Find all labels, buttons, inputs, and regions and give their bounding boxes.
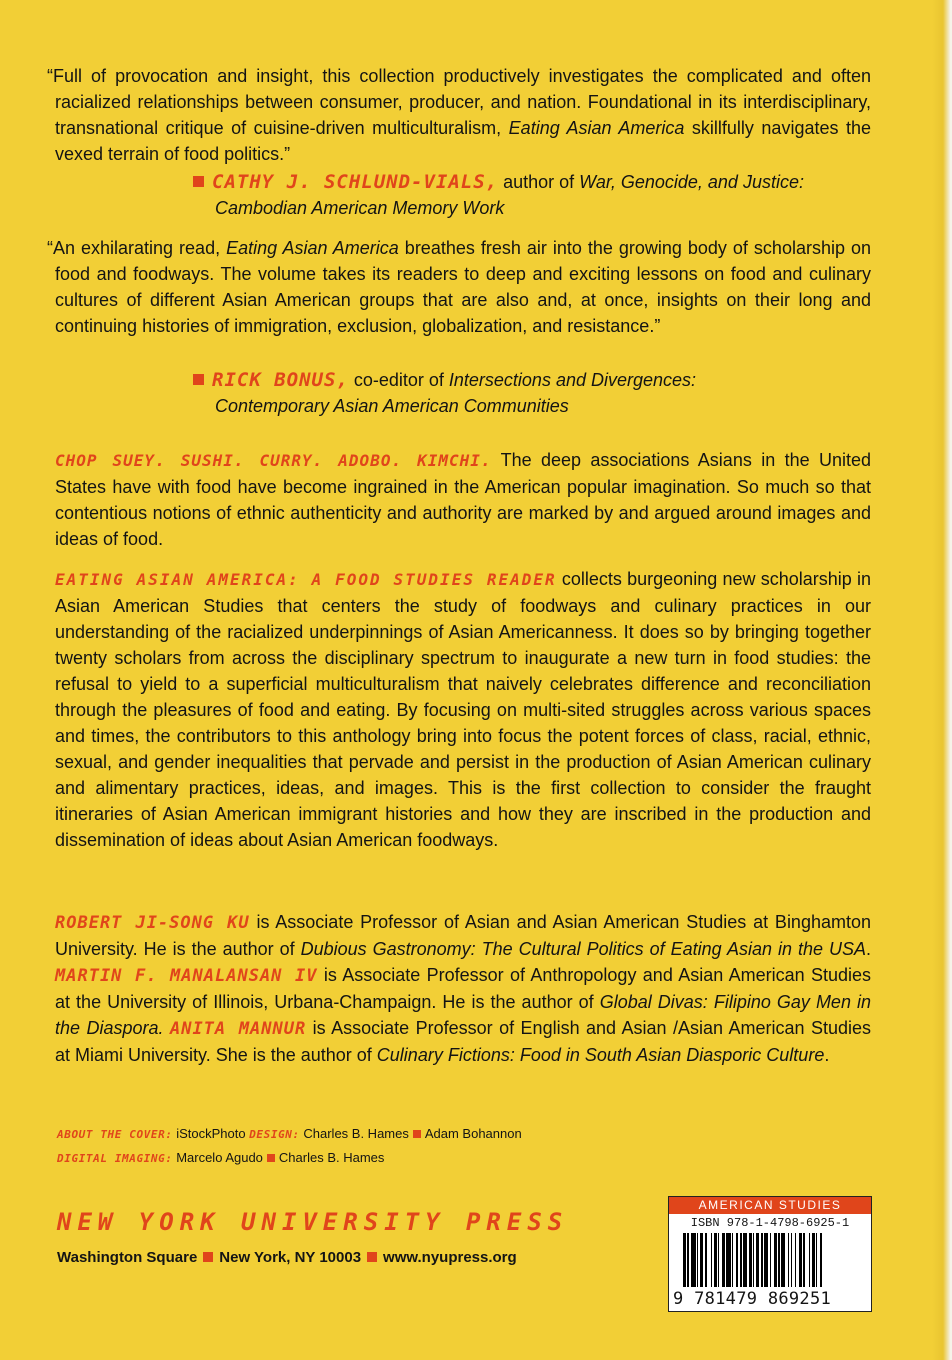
square-bullet-icon <box>193 176 204 187</box>
blurb-quote-1 <box>47 63 871 167</box>
isbn-text: ISBN 978-1-4798-6925-1 <box>690 1216 850 1230</box>
description-text: collects burgeoning new scholarship in Asian American Studies that centers the study of foodways and culinary practices in our understanding of the racialized underpinnings of Asian Americanness. It does so by bringing together twenty scholars from across the disciplinary spectrum to inaugurate a new turn in food studies: the refusal to yield to a superficial multiculturalism that naively celebrates difference and reconciliation through the pleasures of food and eating. By focusing on multi-sited struggles across various spaces and times, the contributors to this anthology bring into focus the potent forces of class, racial, ethnic, sexual, and gender inequalities that pervade and persist in the production of Asian American culinary and alimentary practices, ideas, and images. This is the first collection to consider the fraught itineraries of Asian American immigrant histories and how they are inscribed in the production and dissemination of ideas about Asian American foodways. <box>55 569 872 850</box>
blurb-2-work: Contemporary Asian American Communities <box>215 396 569 416</box>
imaging-credit-label: DIGITAL IMAGING: <box>57 1152 173 1165</box>
intro-lead: CHOP SUEY. SUSHI. CURRY. ADOBO. KIMCHI. <box>55 451 492 470</box>
designer-2: Adam Bohannon <box>424 1126 522 1141</box>
blurb-1-text: “Full of provocation and insight, this collection productively investigates the complicated and often racialized relationships between consumer, producer, and nation. Foundational in its interdisciplinary, transnational critique of cuisine-driven multiculturalism, Eating Asian America skillfully navigates the vexed terrain of food politics.” <box>47 66 871 164</box>
category-label: AMERICAN STUDIES <box>669 1197 871 1214</box>
publisher-website: www.nyupress.org <box>383 1249 517 1266</box>
square-bullet-icon <box>267 1154 275 1162</box>
designer-1: Charles B. Hames <box>303 1126 409 1141</box>
square-bullet-icon <box>193 374 204 385</box>
cover-credit-label: ABOUT THE COVER: <box>57 1128 173 1141</box>
editor-2-book: Global Divas: Filipino Gay Men in the Diaspora. <box>55 992 872 1038</box>
editors-bio-paragraph: ROBERT JI-SONG KU is Associate Professor of Asian and Asian American Studies at Binghamton University. He is the author of Dubious Gastronomy: The Cultural Politics of Eating Asian in the USA. MARTIN F. MANALANSAN IV is Associate Professor of Anthropology and Asian American Studies at the University of Illinois, Urbana-Champaign. He is the author of Global Divas: Filipino Gay Men in the Diaspora. ANITA MANNUR is Associate Professor of English and Asian /Asian American Studies at Miami University. She is the author of Culinary Fictions: Food in South Asian Diasporic Culture. <box>55 912 872 1065</box>
intro-paragraph <box>55 447 871 552</box>
blurb-1-author: CATHY J. SCHLUND-VIALS, <box>212 171 499 193</box>
blurb-2-author: RICK BONUS, <box>212 369 349 391</box>
cover-credits <box>57 1122 522 1147</box>
editor-3-name: ANITA MANNUR <box>169 1019 307 1039</box>
barcode-graphic <box>683 1233 865 1287</box>
description-lead: EATING ASIAN AMERICA: A FOOD STUDIES READER <box>55 570 557 589</box>
blurb-1-attribution: CATHY J. SCHLUND-VIALS, author of War, Genocide, and Justice: Cambodian American Memory Work <box>193 169 833 221</box>
editor-3-book: Culinary Fictions: Food in South Asian Diasporic Culture <box>376 1045 825 1065</box>
publisher-address: Washington Square New York, NY 10003 www.nyupress.org <box>57 1249 517 1266</box>
square-bullet-icon <box>367 1252 377 1262</box>
blurb-quote-2 <box>47 235 871 339</box>
blurb-2-book-title: Eating Asian America <box>226 238 399 258</box>
imager-2: Charles B. Hames <box>278 1150 385 1165</box>
blurb-1-work: Cambodian American Memory Work <box>215 198 505 218</box>
description-paragraph <box>55 566 871 853</box>
cover-edge <box>932 0 952 1360</box>
blurb-1-book-title: Eating Asian America <box>508 118 685 138</box>
publisher-name: NEW YORK UNIVERSITY PRESS <box>57 1208 569 1236</box>
intro-text: The deep associations Asians in the United States have with food have become ingrained in the American popular imagination. So much so that contentious notions of ethnic authenticity and authority are marked by and argued around images and ideas of food. <box>55 450 872 549</box>
square-bullet-icon <box>413 1130 421 1138</box>
editor-1-name: ROBERT JI-SONG KU <box>55 913 250 933</box>
cover-credit-value: iStockPhoto <box>176 1126 246 1141</box>
blurb-2-attribution: RICK BONUS, co-editor of Intersections and Divergences: Contemporary Asian American Communities <box>193 367 833 419</box>
editor-1-book: Dubious Gastronomy: The Cultural Politics of Eating Asian in the USA <box>300 939 866 959</box>
blurb-2-text: “An exhilarating read, Eating Asian America breathes fresh air into the growing body of scholarship on food and foodways. The volume takes its readers to deep and exciting lessons on food and culinary cultures of different Asian American groups that are also and, at once, insights on their long and continuing histories of immigration, exclusion, globalization, and resistance.” <box>47 238 871 336</box>
isbn-barcode-panel <box>668 1196 872 1312</box>
design-credit-label: DESIGN: <box>249 1128 300 1141</box>
imaging-credits <box>57 1146 384 1171</box>
barcode-digits: 9 781479 869251 <box>673 1289 832 1309</box>
imager-1: Marcelo Agudo <box>176 1150 263 1165</box>
editor-2-name: MARTIN F. MANALANSAN IV <box>55 966 318 986</box>
square-bullet-icon <box>203 1252 213 1262</box>
